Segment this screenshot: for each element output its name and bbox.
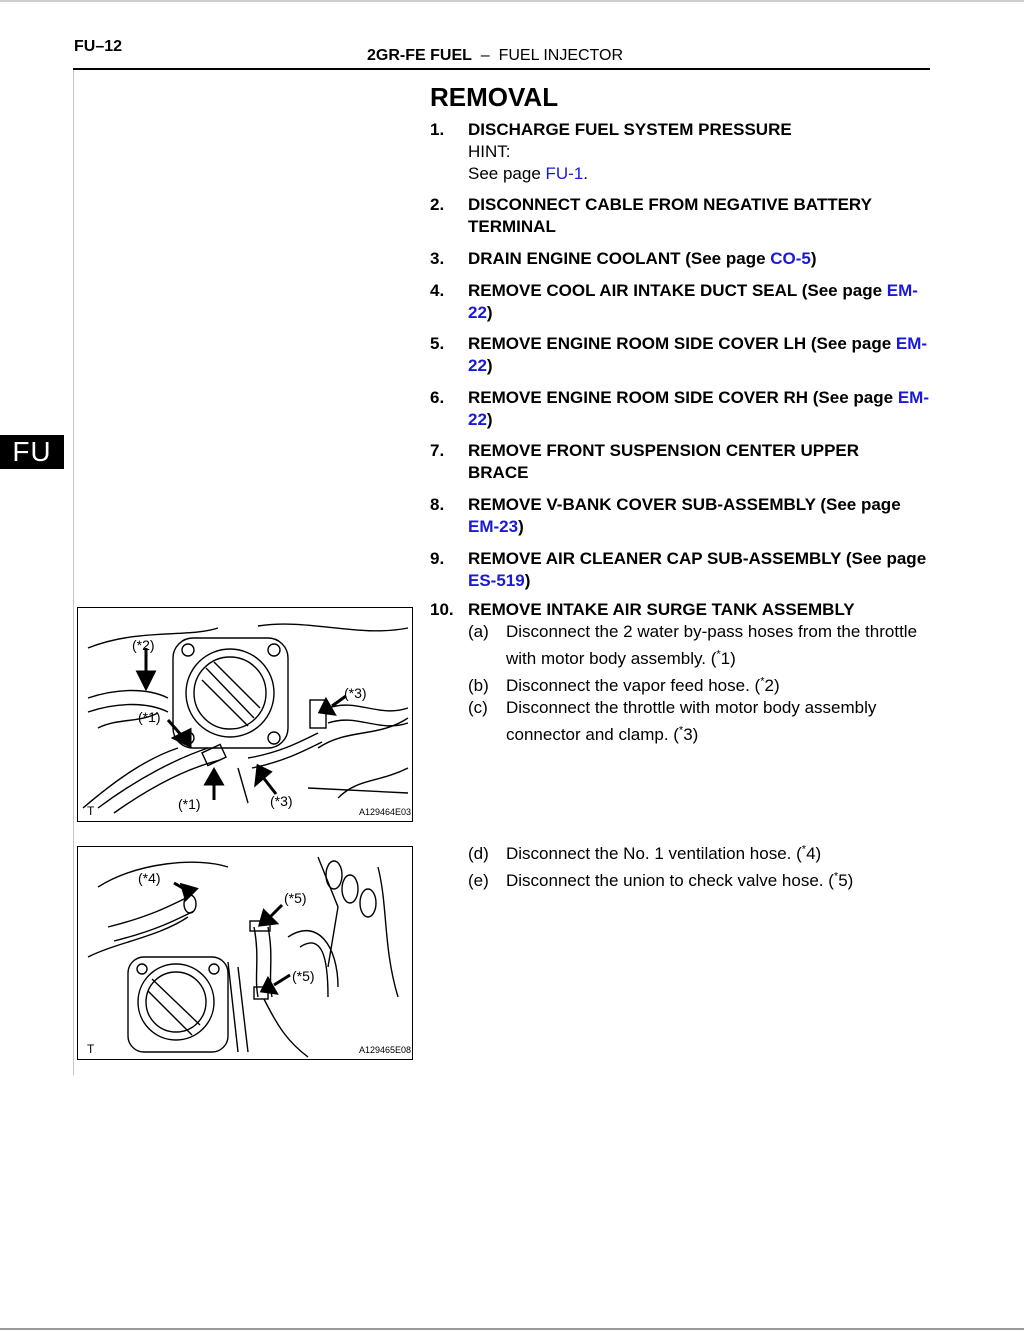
substep-label: (d)	[468, 844, 489, 863]
substep-text-main: Disconnect the No. 1 ventilation hose. (	[506, 844, 802, 863]
figure-ventilation-hoses	[77, 846, 413, 1060]
step-text-end: )	[518, 517, 524, 536]
substep-text	[506, 840, 926, 867]
link-em-22[interactable]: EM-22	[468, 281, 918, 322]
header-rule	[73, 68, 930, 70]
hint-see-end: .	[583, 164, 589, 183]
step-text-main: REMOVE ENGINE ROOM SIDE COVER RH (See page	[468, 388, 898, 407]
header-separator: –	[480, 47, 490, 64]
ref-number: 4	[806, 844, 816, 863]
substep-label: (e)	[468, 871, 489, 890]
header-title	[367, 47, 623, 65]
step-text	[468, 494, 908, 538]
callout-3: (*3)	[344, 685, 367, 701]
left-margin-rule	[73, 70, 74, 1075]
substep-text	[506, 618, 926, 672]
callout-2: (*5)	[284, 890, 307, 906]
step-text-end: )	[810, 249, 817, 268]
ref-star: *	[801, 843, 807, 856]
figure-code: A129465E08	[359, 1045, 412, 1055]
step-text-end: )	[524, 571, 531, 590]
callout-4: (*1)	[178, 796, 201, 812]
engine-illustration-1	[78, 608, 412, 821]
ref-star: *	[833, 870, 839, 883]
ref-star: *	[760, 675, 765, 688]
substep-text-main: Disconnect the union to check valve hose. (	[506, 871, 834, 890]
substep-label: (a)	[468, 622, 489, 641]
section-title: REMOVAL	[430, 82, 559, 112]
link-em-23[interactable]: EM-23	[468, 517, 519, 536]
step-text-end: )	[486, 303, 493, 322]
substep-label: (c)	[468, 698, 488, 717]
substep-text-end: )	[773, 676, 780, 695]
ref-number: 3	[683, 725, 693, 744]
page-number: FU–12	[74, 38, 123, 55]
figure-corner-mark: T	[87, 804, 95, 818]
figure-throttle-body-hoses	[77, 607, 413, 822]
link-em-22[interactable]: EM-22	[468, 388, 929, 429]
page-bottom-border	[0, 1328, 1024, 1330]
substep-text-main: Disconnect the throttle with motor body assembly connector and clamp. (	[506, 698, 877, 744]
step-text-main: REMOVE V-BANK COVER SUB-ASSEMBLY (See page	[468, 495, 901, 514]
step-number: 9.	[430, 549, 445, 568]
substep-text-main: Disconnect the vapor feed hose. (	[506, 676, 761, 695]
callout-2: (*1)	[138, 709, 161, 725]
callout-3: (*5)	[292, 968, 315, 984]
step-number: 3.	[430, 249, 445, 268]
substep-text-end: )	[815, 844, 822, 863]
hint-see-text: See page	[468, 164, 546, 183]
substep-text-end: )	[730, 649, 736, 668]
step-number: 7.	[430, 441, 445, 460]
section-side-tab: FU	[0, 435, 64, 469]
link-em-22[interactable]: EM-22	[468, 334, 928, 375]
callout-1: (*2)	[132, 637, 155, 653]
step-text-main: REMOVE ENGINE ROOM SIDE COVER LH (See page	[468, 334, 896, 353]
figure-corner-mark: T	[87, 1042, 95, 1056]
ref-number: 2	[764, 676, 774, 695]
step-text	[468, 333, 938, 377]
step-text-main: DRAIN ENGINE COOLANT (See page	[468, 249, 771, 268]
step-number: 5.	[430, 334, 445, 353]
hint-see-page	[468, 163, 588, 185]
header-section: FUEL INJECTOR	[498, 47, 624, 64]
step-number: 8.	[430, 495, 445, 514]
step-number: 10.	[430, 600, 454, 619]
step-number: 6.	[430, 388, 445, 407]
page-top-border	[0, 0, 1024, 2]
step-text-main: REMOVE COOL AIR INTAKE DUCT SEAL (See page	[468, 281, 887, 300]
engine-illustration-2	[78, 847, 412, 1059]
step-text: DISCHARGE FUEL SYSTEM PRESSURE	[468, 120, 792, 139]
ref-star: *	[716, 648, 721, 661]
step-text	[468, 280, 928, 324]
step-text	[468, 387, 938, 431]
ref-number: 5	[838, 871, 848, 890]
figure-code: A129464E03	[359, 807, 412, 817]
step-text	[468, 548, 928, 592]
step-number: 4.	[430, 281, 445, 300]
link-co-5[interactable]: CO-5	[770, 249, 811, 268]
step-text: REMOVE INTAKE AIR SURGE TANK ASSEMBLY	[468, 600, 855, 619]
step-text-end: )	[486, 410, 493, 429]
ref-number: 1	[720, 649, 731, 668]
step-text	[468, 248, 938, 270]
callout-5: (*3)	[270, 793, 293, 809]
step-text-end: )	[486, 356, 493, 375]
substep-text-end: )	[847, 871, 854, 890]
callout-1: (*4)	[138, 870, 161, 886]
substep-text-main: Disconnect the 2 water by-pass hoses from the throttle with motor body assembly. (	[506, 622, 918, 668]
step-text: REMOVE FRONT SUSPENSION CENTER UPPER BRACE	[468, 441, 860, 482]
substep-text	[506, 694, 916, 748]
step-text: DISCONNECT CABLE FROM NEGATIVE BATTERY TERMINAL	[468, 195, 872, 236]
step-text-main: REMOVE AIR CLEANER CAP SUB-ASSEMBLY (See page	[468, 549, 927, 568]
step-number: 1.	[430, 120, 445, 139]
link-fu-1[interactable]: FU-1	[545, 164, 584, 183]
ref-star: *	[678, 724, 684, 737]
substep-label: (b)	[468, 676, 489, 695]
substep-text	[506, 867, 926, 894]
link-es-519[interactable]: ES-519	[468, 571, 525, 590]
substep-text-end: )	[692, 725, 699, 744]
step-number: 2.	[430, 195, 445, 214]
hint-label: HINT:	[468, 142, 511, 161]
header-system: 2GR-FE FUEL	[367, 47, 472, 64]
